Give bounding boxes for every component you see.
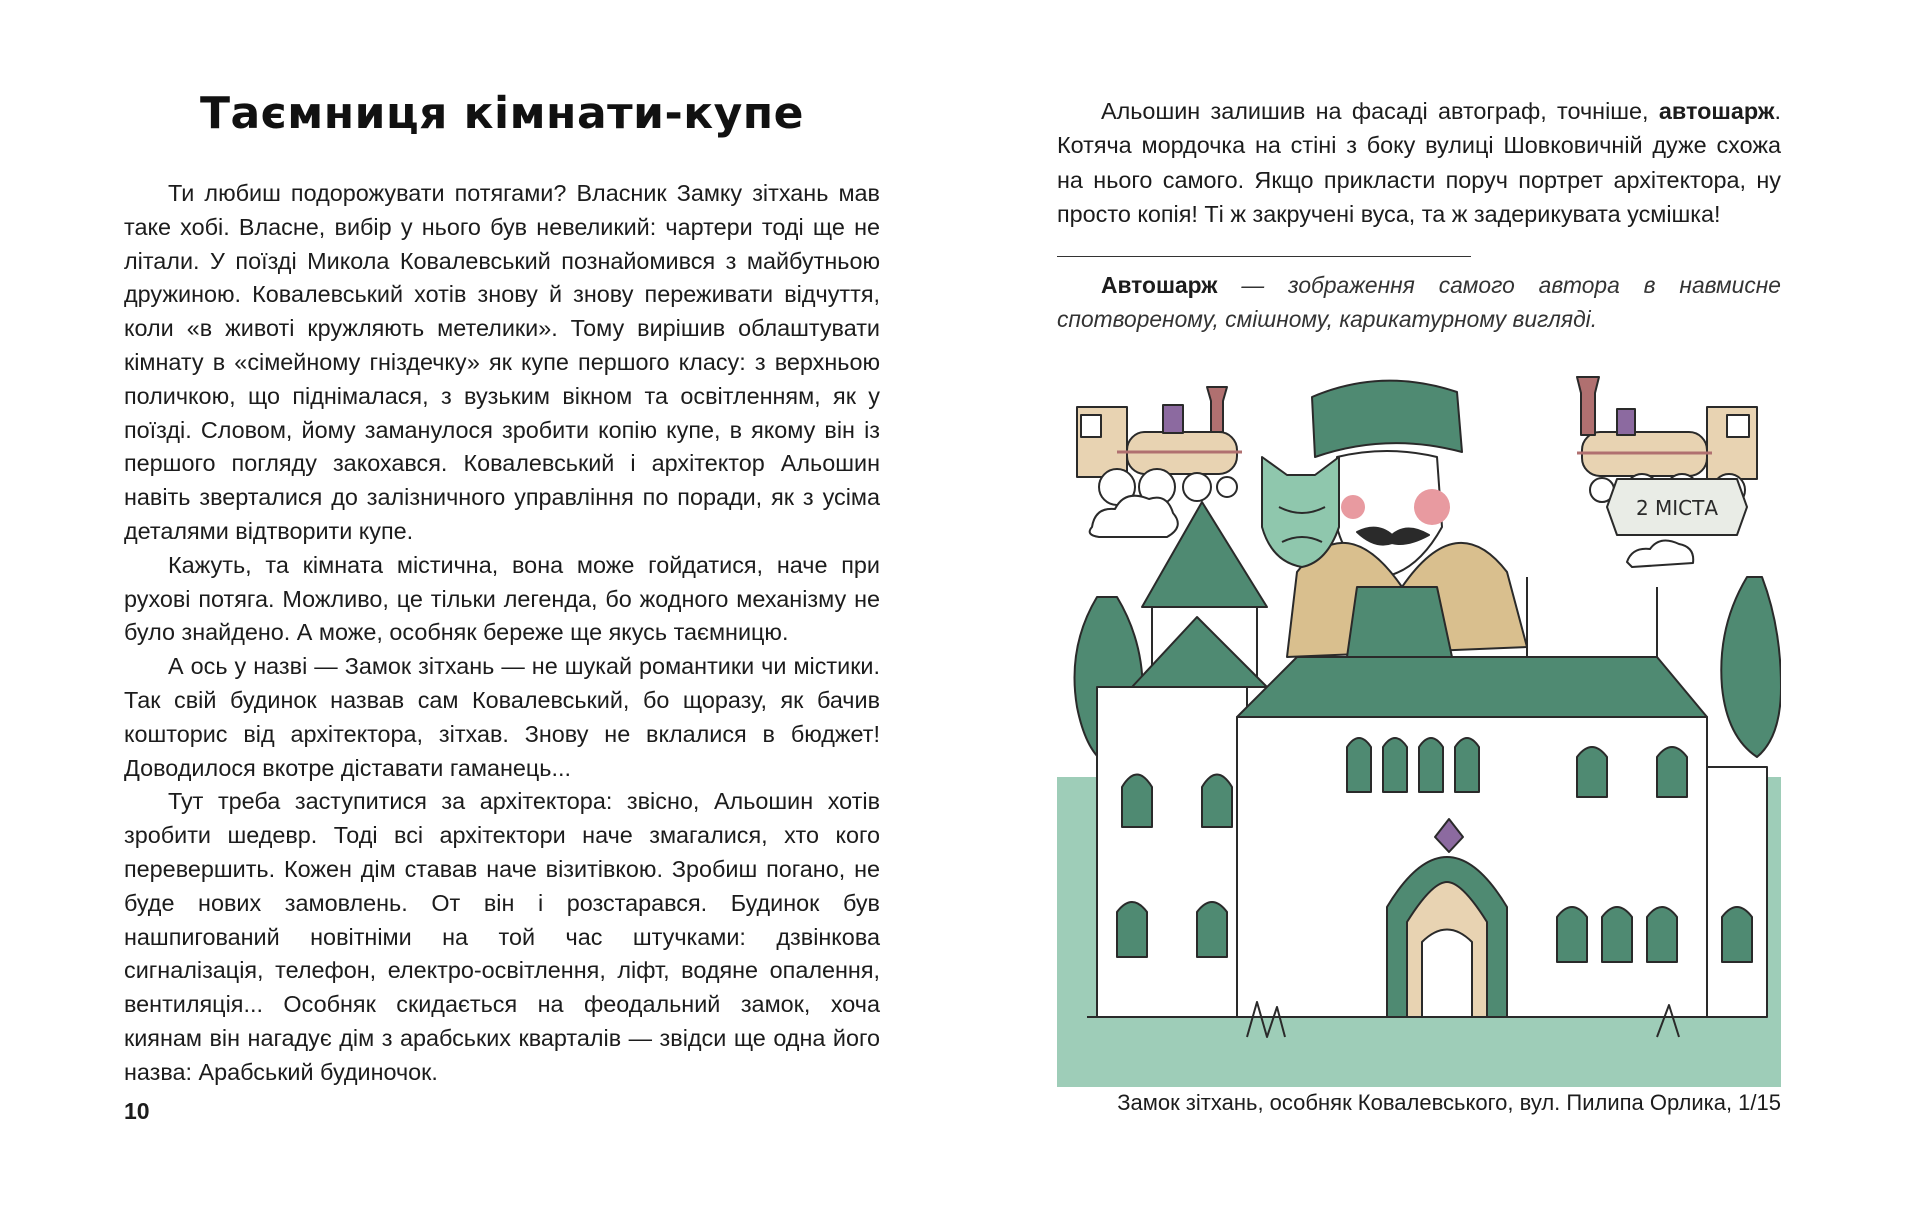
autograph-text-start: Альошин залишив на фасаді автограф, точніше, — [1101, 98, 1659, 124]
castle-illustration — [1057, 357, 1781, 1087]
cat-mask — [1262, 457, 1339, 567]
illustration-caption: Замок зітхань, особняк Ковалевського, вул. Пилипа Орлика, 1/15 — [1117, 1090, 1781, 1115]
sign-text: 2 МІСТА — [1635, 496, 1719, 520]
autograph-text-end: . Котяча мордочка на стіні з боку вулиці Шовковичній дуже схожа на нього самого. Якщо прикласти поруч портрет архітектора, ну просто копія! Ті ж закручені вуса, та ж задерикувата усмішка! — [1057, 98, 1781, 228]
tree-right — [1721, 577, 1781, 757]
paragraph-4: Тут треба заступитися за архітектора: звісно, Альошин хотів зробити шедевр. Тоді всі архітектори наче змагалися, хто кого перевершить. Кожен дім ставав наче візитівкою. Зробиш погано, не буде нових замовлень. От він і розстарався. Будинок був нашпигований новітніми на той час штучками: дзвінкова сигналізація, телефон, електро-освітлення, ліфт, водяне опалення, вентиляція... Особняк скидається на феодальний замок, хоча киянам він нагадує дім з арабських кварталів — звідси ще одна його назва: Арабський будиночок. — [124, 788, 880, 1085]
page-title: Таємниця кімнати-купе — [199, 88, 805, 139]
autograph-bold-term: автошарж — [1658, 98, 1775, 124]
footnote-term: Автошарж — [1101, 272, 1218, 298]
city-sign — [1607, 479, 1747, 535]
left-train — [1077, 387, 1242, 505]
right-page-text — [1057, 94, 1781, 232]
page-number: 10 — [124, 1098, 150, 1124]
footnote-divider — [1057, 256, 1471, 257]
cloud-left — [1090, 496, 1178, 537]
paragraph-2: Кажуть, та кімната містична, вона може гойдатися, наче при рухові потяга. Можливо, це тільки легенда, бо жодного механізму не було знайдено. А може, особняк береже ще якусь таємницю. — [124, 551, 880, 646]
cloud-right — [1627, 540, 1693, 567]
main-facade-right-wing — [1707, 767, 1767, 1017]
footnote — [1057, 268, 1781, 336]
autograph-paragraph — [1057, 94, 1781, 232]
paragraph-1: Ти любиш подорожувати потягами? Власник Замку зітхань мав таке хобі. Власне, вибір у нього був невеликий: чартери тоді ще не літали. У поїзді Микола Ковалевський познайомився з майбутньою дружиною. Ковалевський хотів знову й знову переживати відчуття, коли «в животі кружляють метелики». Тому вирішив облаштувати кімнату в «сімейному гніздечку» як купе першого класу: з верхньою поличкою, що піднімалася, з вузьким вікном та освітленням, як у поїзді. Словом, йому заманулося зробити копію купе, в якому він із першого погляду закохався. Ковалевський і архітектор Альошин навіть зверталися до залізничного управління по поради, як з усіма деталями відтворити купе. — [124, 180, 880, 544]
left-page — [124, 88, 880, 1090]
footnote-definition: — зображення самого автора в навмисне спотвореному, смішному, карикатурному вигляді. — [1057, 272, 1781, 332]
main-roof — [1237, 657, 1707, 717]
paragraph-3: А ось у назві — Замок зітхань — не шукай романтики чи містики. Так свій будинок назвав сам Ковалевський, бо щоразу, як бачив кошторис від архітектора, зітхав. Знову не вклалися в бюджет! Доводилося вкотре діставати гаманець... — [124, 653, 880, 781]
